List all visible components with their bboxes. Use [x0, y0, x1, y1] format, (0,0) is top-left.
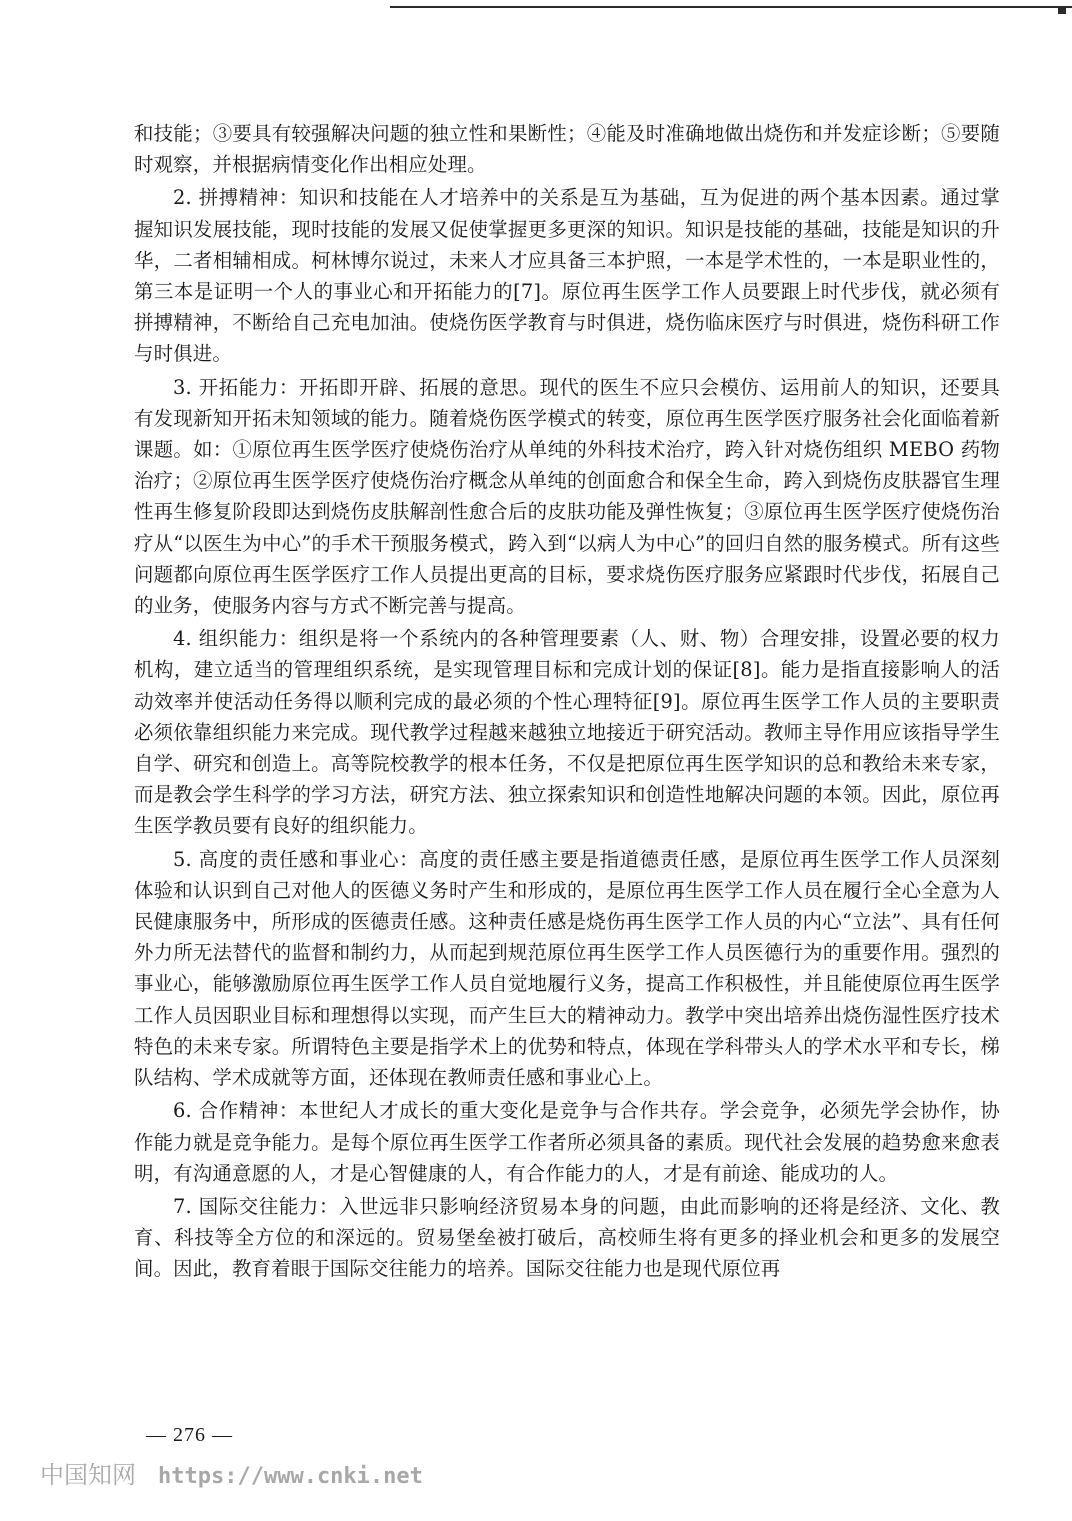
cnki-watermark — [40, 1455, 423, 1490]
body-text — [134, 118, 1000, 1287]
header-rule-mark — [1058, 6, 1066, 14]
paragraph-7: 7. 国际交往能力：入世远非只影响经济贸易本身的问题，由此而影响的还将是经济、文化、教育、科技等全方位的和深远的。贸易堡垒被打破后，高校师生将有更多的择业机会和更多的发展空间。因此，教育着眼于国际交往能力的培养。国际交往能力也是现代原位再 — [134, 1194, 1000, 1281]
page-number: — 276 — — [146, 1424, 233, 1446]
watermark-name: 中国知网 — [40, 1461, 136, 1489]
paragraph-2: 2. 拼搏精神：知识和技能在人才培养中的关系是互为基础，互为促进的两个基本因素。通过掌握知识发展技能，现时技能的发展又促使掌握更多更深的知识。知识是技能的基础，技能是知识的升华，二者相辅相成。柯林博尔说过，未来人才应具备三本护照，一本是学术性的，一本是职业性的，第三本是证明一个人的事业心和开拓能力的[7]。原位再生医学工作人员要跟上时代步伐，就必须有拼搏精神，不断给自己充电加油。使烧伤医学教育与时俱进，烧伤临床医疗与时俱进，烧伤科研工作与时俱进。 — [134, 186, 1000, 366]
paragraph-1: 和技能；③要具有较强解决问题的独立性和果断性；④能及时准确地做出烧伤和并发症诊断；⑤要随时观察，并根据病情变化作出相应处理。 — [134, 122, 1000, 177]
paragraph-3: 3. 开拓能力：开拓即开辟、拓展的意思。现代的医生不应只会模仿、运用前人的知识，还要具有发现新知开拓未知领域的能力。随着烧伤医学模式的转变，原位再生医学医疗服务社会化面临着新课题。如：①原位再生医学医疗使烧伤治疗从单纯的外科技术治疗，跨入针对烧伤组织 MEBO 药物治疗；②原位再生医学医疗使烧伤治疗概念从单纯的创面愈合和保全生命，跨入到烧伤皮肤器官生理性再生修复阶段即达到烧伤皮肤解剖性愈合后的皮肤功能及弹性恢复；③原位再生医学医疗使烧伤治疗从“以医生为中心”的手术干预服务模式，跨入到“以病人为中心”的回归自然的服务模式。所有这些问题都向原位再生医学医疗工作人员提出更高的目标，要求烧伤医疗服务应紧跟时代步伐，拓展自己的业务，使服务内容与方式不断完善与提高。 — [134, 375, 1000, 618]
watermark-url: https://www.cnki.net — [158, 1464, 423, 1489]
paragraph-6: 6. 合作精神：本世纪人才成长的重大变化是竞争与合作共存。学会竞争，必须先学会协作，协作能力就是竞争能力。是每个原位再生医学工作者所必须具备的素质。现代社会发展的趋势愈来愈表明，有沟通意愿的人，才是心智健康的人，有合作能力的人，才是有前途、能成功的人。 — [134, 1099, 1000, 1185]
paragraph-4: 4. 组织能力：组织是将一个系统内的各种管理要素（人、财、物）合理安排，设置必要的权力机构，建立适当的管理组织系统，是实现管理目标和完成计划的保证[8]。能力是指直接影响人的活动效率并使活动任务得以顺利完成的最必须的个性心理特征[9]。原位再生医学工作人员的主要职责必须依靠组织能力来完成。现代教学过程越来越独立地接近于研究活动。教师主导作用应该指导学生自学、研究和创造上。高等院校教学的根本任务，不仅是把原位再生医学知识的总和教给未来专家，而是教会学生科学的学习方法，研究方法、独立探索知识和创造性地解决问题的本领。因此，原位再生医学教员要有良好的组织能力。 — [134, 627, 1000, 838]
header-rule — [390, 6, 1072, 8]
paragraph-5: 5. 高度的责任感和事业心：高度的责任感主要是指道德责任感，是原位再生医学工作人员深刻体验和认识到自己对他人的医德义务时产生和形成的，是原位再生医学工作人员在履行全心全意为人民健康服务中，所形成的医德责任感。这种责任感是烧伤再生医学工作人员的内心“立法”、具有任何外力所无法替代的监督和制约力，从而起到规范原位再生医学工作人员医德行为的重要作用。强烈的事业心，能够激励原位再生医学工作人员自觉地履行义务，提高工作积极性，并且能使原位再生医学工作人员因职业目标和理想得以实现，而产生巨大的精神动力。教学中突出培养出烧伤湿性医疗技术特色的未来专家。所谓特色主要是指学术上的优势和特点，体现在学科带头人的学术水平和专长，梯队结构、学术成就等方面，还体现在教师责任感和事业心上。 — [134, 847, 1000, 1090]
